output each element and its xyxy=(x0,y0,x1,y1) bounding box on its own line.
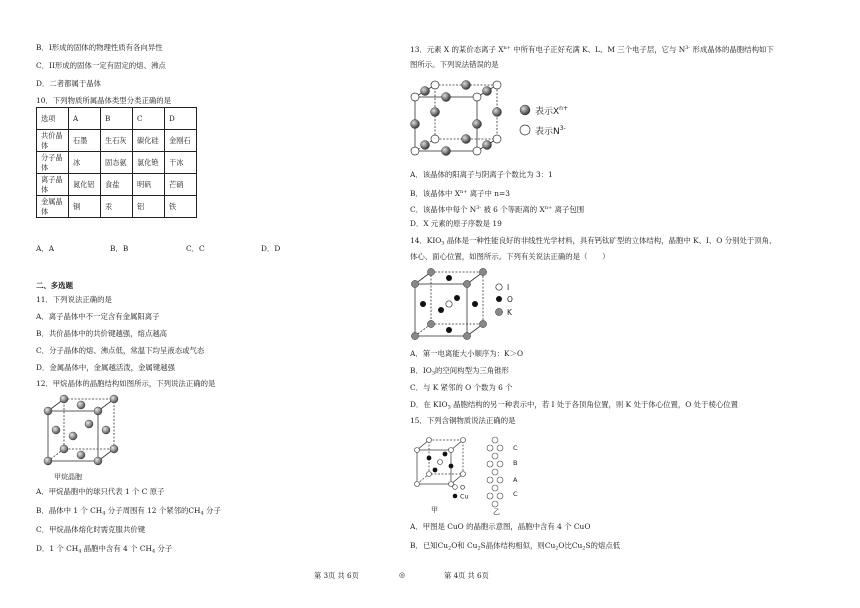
text-run: O比Cu xyxy=(558,541,583,550)
table-cell: 食盐 xyxy=(101,174,133,196)
subscript: 4 xyxy=(102,510,106,517)
q11-stem: 11．下列说法正确的是 xyxy=(36,295,112,304)
superscript: 3- xyxy=(559,125,566,132)
text-run: 分子 xyxy=(203,506,221,515)
q14-stem-line2: 体心、面心位置，如图所示。下列有关说法正确的是（ ） xyxy=(410,252,610,261)
q9-option-d: D．二者都属于晶体 xyxy=(36,79,102,88)
q12-option-d xyxy=(36,544,172,557)
text-run: B．IO xyxy=(410,366,432,375)
subscript: 4 xyxy=(151,548,156,555)
text-run: 被 6 个等距离的 X xyxy=(481,205,545,214)
legend-i-label: I xyxy=(507,283,510,292)
q12-stem: 12．甲烷晶体的晶胞结构如图所示，下列说法正确的是 xyxy=(36,379,216,388)
q13-option-a: A．该晶体的阳离子与阴离子个数比为 3：1 xyxy=(410,170,553,179)
subscript: 2 xyxy=(448,545,452,552)
q11-option-b: B．共价晶体中的共价键越强，熔点越高 xyxy=(36,329,168,338)
text-run: 分子 xyxy=(155,544,173,553)
table-cell: 氮化铝 xyxy=(69,174,101,196)
q12-option-b xyxy=(36,506,221,519)
subscript: 2 xyxy=(555,545,559,552)
table-cell: 铝 xyxy=(133,196,165,218)
table-cell: 选项 xyxy=(37,108,69,130)
page-number-left: 第 3页 共 6页 xyxy=(314,571,359,580)
table-cell: 固态氨 xyxy=(101,152,133,174)
table-cell: 金刚石 xyxy=(165,130,197,152)
text-run: 分子周围有 12 个紧邻的CH xyxy=(105,506,201,515)
table-row xyxy=(37,108,197,130)
q13-stem-line1 xyxy=(410,43,774,55)
text-run: 晶体是一种性能良好的非线性光学材料，具有钙钛矿型的立体结构，晶胞中 K、I、O 分别处于顶角、 xyxy=(444,236,777,245)
text-run: D．1 个 CH xyxy=(36,544,79,553)
q10-option-d: D．D xyxy=(261,244,281,253)
svg-text:表示Xn+ xyxy=(535,105,568,117)
q13-option-c xyxy=(410,203,584,215)
table-cell: 干冰 xyxy=(165,152,197,174)
q15-option-b xyxy=(410,541,620,554)
text-run: 中所有电子正好充满 K、L、M 三个电子层，它与 N xyxy=(510,45,686,54)
q12-option-c: C．甲烷晶体熔化时需克服共价键 xyxy=(36,525,146,534)
subscript: 2 xyxy=(582,545,586,552)
text-run: 形成晶体的晶胞结构如下 xyxy=(690,45,774,54)
q15-option-a: A．甲图是 CuO 的晶胞示意图，晶胞中含有 4 个 CuO xyxy=(410,522,591,531)
table-cell: 芒硝 xyxy=(165,174,197,196)
table-cell: B xyxy=(101,108,133,130)
subscript: 4 xyxy=(78,548,82,555)
text-run: 离子中 n=3 xyxy=(467,189,510,198)
crystal-type-table xyxy=(36,107,197,218)
superscript: n+ xyxy=(460,189,468,195)
q13-stem-line2: 图所示。下列说法错误的是 xyxy=(410,60,499,69)
text-run: 晶胞结构的另一种表示中，若 I 处于各顶角位置，则 K 处于体心位置，O 处于棱心位置 xyxy=(450,400,739,409)
subscript: 3 xyxy=(441,240,445,247)
table-row xyxy=(37,174,197,196)
chain-label-b: B xyxy=(513,459,518,467)
q14-option-b xyxy=(410,366,509,379)
text-run: B．已知Cu xyxy=(410,541,449,550)
q10-option-b: B．B xyxy=(110,244,129,253)
superscript: n+ xyxy=(503,45,511,51)
text-run: 14．KIO xyxy=(410,236,442,245)
figure-caption: 甲烷晶胞 xyxy=(54,473,82,481)
figure-label-yi: 乙 xyxy=(493,508,500,516)
table-cell: 碳化硅 xyxy=(133,130,165,152)
table-cell: 离子晶体 xyxy=(37,174,69,196)
q14-stem-line1 xyxy=(410,236,776,249)
q12-option-a: A．甲烷晶胞中的球只代表 1 个 C 原子 xyxy=(36,487,165,496)
page-number-right: 第 4页 共 6页 xyxy=(444,571,489,580)
svg-text:表示N3- xyxy=(535,125,566,137)
text-run: S的熔点低 xyxy=(585,541,621,550)
chain-label-c: C xyxy=(513,490,518,498)
table-cell: 共价晶体 xyxy=(37,130,69,152)
q15-stem: 15．下列含铜物质说法正确的是 xyxy=(410,416,516,425)
q9-option-b: B．I形成的固体的物理性质有各向异性 xyxy=(36,43,163,52)
legend-n-label: 表示N xyxy=(535,127,560,137)
table-cell: 汞 xyxy=(101,196,133,218)
text-run: 的空间构型为三角锥形 xyxy=(435,366,509,375)
legend-o-label: O xyxy=(460,483,466,492)
text-run: 离子包围 xyxy=(552,205,585,214)
chain-label-c: C xyxy=(513,444,518,452)
superscript: n+ xyxy=(544,205,553,211)
q10-option-c: C．C xyxy=(186,244,205,253)
q11-option-d: D．金属晶体中，金属越活泼，金属键越强 xyxy=(36,363,175,372)
table-cell: 铁 xyxy=(165,196,197,218)
legend-x-label: 表示X xyxy=(535,107,560,117)
table-cell: 冰 xyxy=(69,152,101,174)
text-run: O和 Cu xyxy=(451,541,478,550)
chain-label-a: A xyxy=(513,476,518,484)
q13-option-d: D．X 元素的原子序数是 19 xyxy=(410,219,502,228)
table-cell: D xyxy=(165,108,197,130)
text-run: B．晶体中 1 个 CH xyxy=(36,506,103,515)
table-cell: 石墨 xyxy=(69,130,101,152)
subscript: 3 xyxy=(431,370,435,377)
legend-cu-label: Cu xyxy=(460,492,469,501)
section-heading: 二、多选题 xyxy=(36,281,73,290)
q13-unit-cell-figure xyxy=(407,77,587,163)
table-row xyxy=(37,130,197,152)
q10-stem: 10．下列物质所属晶体类型分类正确的是 xyxy=(36,96,172,105)
q10-option-a: A．A xyxy=(36,244,55,253)
table-cell: 铜 xyxy=(69,196,101,218)
table-cell: 分子晶体 xyxy=(37,152,69,174)
subscript: 3 xyxy=(447,404,451,411)
q11-option-c: C．分子晶体的熔、沸点低，常温下均呈液态或气态 xyxy=(36,346,205,355)
q14-option-c: C．与 K 紧邻的 O 个数为 6 个 xyxy=(410,383,513,392)
table-cell: 氯化铯 xyxy=(133,152,165,174)
text-run: S晶体结构相似，则Cu xyxy=(480,541,556,550)
text-run: C．该晶体中每个 N xyxy=(410,205,477,214)
kio3-unit-cell-figure xyxy=(407,268,527,342)
q13-option-b xyxy=(410,187,510,199)
legend-k-label: K xyxy=(507,308,512,317)
table-cell: 明矾 xyxy=(133,174,165,196)
text-run: 晶胞中含有 4 个 CH xyxy=(81,544,152,553)
table-cell: C xyxy=(133,108,165,130)
table-row xyxy=(37,196,197,218)
q14-option-a: A．第一电离能大小顺序为：K＞O xyxy=(410,349,523,358)
superscript: n+ xyxy=(559,105,569,112)
table-cell: 生石灰 xyxy=(101,130,133,152)
legend-o-label: O xyxy=(507,295,513,304)
superscript: 3- xyxy=(685,45,691,51)
superscript: 3- xyxy=(476,205,482,211)
page-separator-icon: ◎ xyxy=(399,571,406,579)
text-run: D．在 KIO xyxy=(410,400,448,409)
q14-option-d xyxy=(410,400,738,413)
q11-option-a: A．离子晶体中不一定含有金属阳离子 xyxy=(36,312,160,321)
table-row xyxy=(37,152,197,174)
table-cell: 金属晶体 xyxy=(37,196,69,218)
text-run: 13．元素 X 的某价态离子 X xyxy=(410,45,504,54)
text-run: B．该晶体中 X xyxy=(410,189,460,198)
table-cell: A xyxy=(69,108,101,130)
subscript: 2 xyxy=(477,545,481,552)
q15-figure xyxy=(407,430,537,516)
subscript: 4 xyxy=(200,510,204,517)
q9-option-c: C．II形成的固体一定有固定的熔、沸点 xyxy=(36,61,166,70)
methane-unit-cell-figure xyxy=(40,393,124,483)
figure-label-jia: 甲 xyxy=(431,506,438,514)
